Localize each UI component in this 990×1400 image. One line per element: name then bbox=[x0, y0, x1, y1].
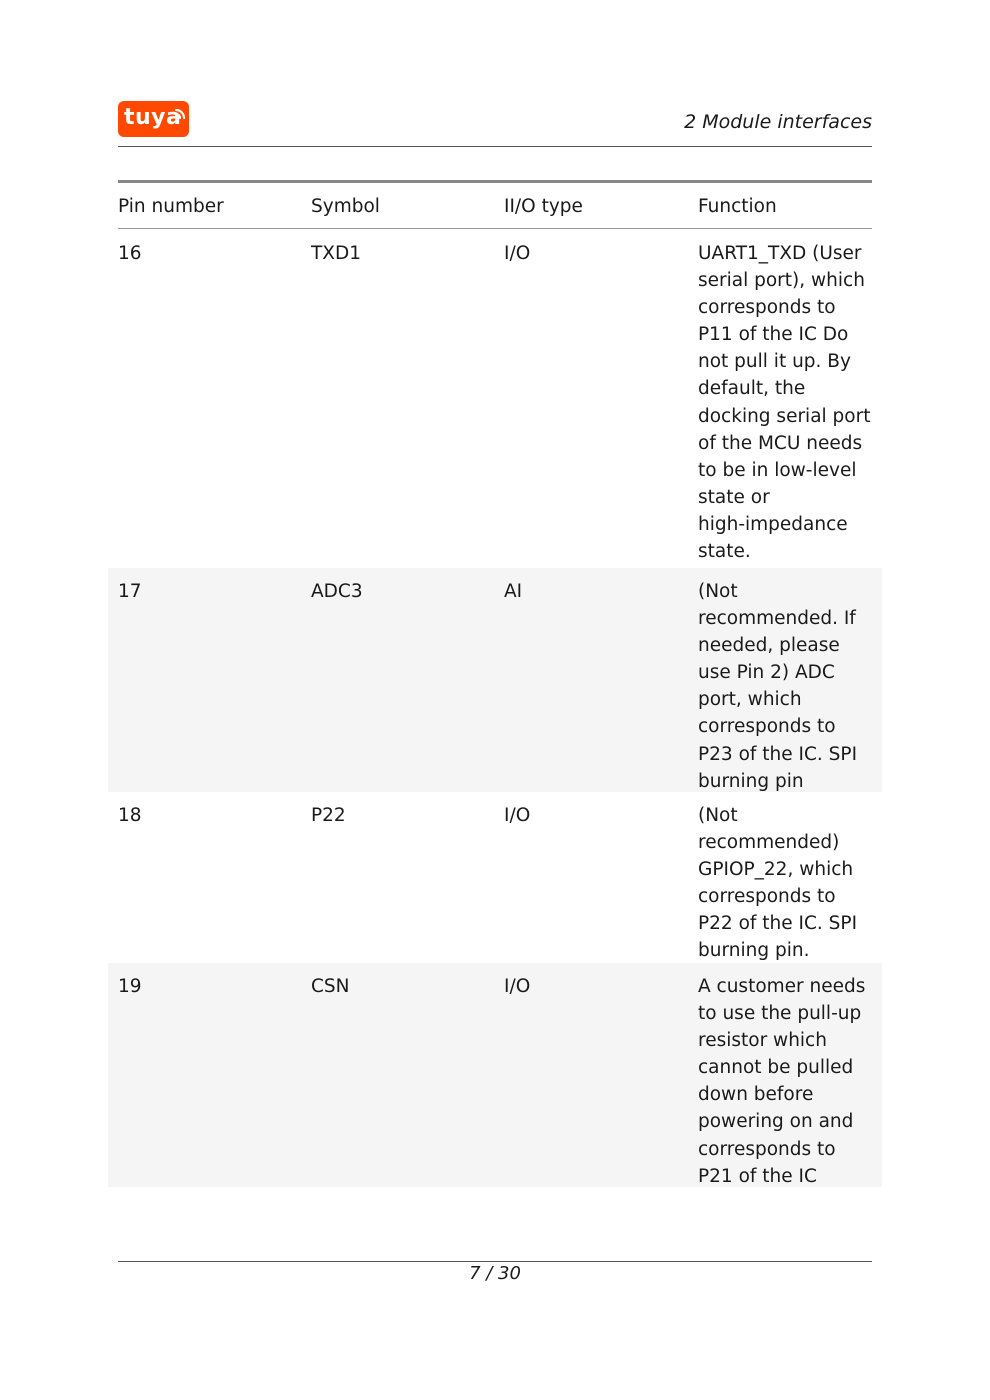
function-line: P23 of the IC. SPI bbox=[698, 743, 858, 765]
function-line: port, which bbox=[698, 689, 802, 711]
table-row bbox=[108, 792, 882, 963]
logo-text: tuya bbox=[124, 105, 182, 130]
pin-number: 17 bbox=[118, 581, 142, 602]
function-line: use Pin 2) ADC bbox=[698, 662, 835, 684]
function-line: UART1_TXD (User bbox=[698, 243, 862, 264]
function-line: not pull it up. By bbox=[698, 351, 851, 373]
function-line: of the MCU needs bbox=[698, 432, 863, 454]
io-type: AI bbox=[504, 581, 523, 602]
function-description bbox=[698, 973, 874, 1190]
function-line: P22 of the IC. SPI bbox=[698, 913, 858, 935]
function-line: cannot be pulled bbox=[698, 1057, 854, 1079]
pin-number: 18 bbox=[118, 805, 142, 826]
column-header-function: Function bbox=[698, 196, 777, 217]
header-divider bbox=[118, 146, 872, 147]
column-header-io-type: II/O type bbox=[504, 196, 583, 217]
tuya-logo bbox=[118, 101, 189, 137]
function-line: (Not bbox=[698, 581, 738, 602]
table-header-rule bbox=[118, 228, 872, 229]
function-line: default, the bbox=[698, 378, 806, 400]
function-line: corresponds to bbox=[698, 716, 836, 738]
function-line: corresponds to bbox=[698, 886, 836, 908]
function-description bbox=[698, 578, 874, 795]
function-line: resistor which bbox=[698, 1030, 827, 1052]
symbol: ADC3 bbox=[311, 581, 363, 602]
io-type: I/O bbox=[504, 243, 531, 264]
column-header-pin: Pin number bbox=[118, 196, 224, 217]
function-line: P11 of the IC Do bbox=[698, 324, 849, 346]
function-line: GPIOP_22, which bbox=[698, 859, 854, 881]
function-description bbox=[698, 240, 874, 565]
function-line: P21 of the IC bbox=[698, 1165, 817, 1187]
function-line: to be in low-level bbox=[698, 459, 857, 481]
symbol: TXD1 bbox=[311, 243, 361, 264]
function-line: powering on and bbox=[698, 1111, 854, 1133]
section-title: 2 Module interfaces bbox=[684, 111, 872, 133]
function-line: corresponds to bbox=[698, 297, 836, 319]
function-line: burning pin bbox=[698, 770, 804, 792]
function-line: recommended. If bbox=[698, 608, 856, 630]
pin-number: 19 bbox=[118, 976, 142, 997]
table-top-rule bbox=[118, 180, 872, 183]
function-line: (Not bbox=[698, 805, 738, 826]
wifi-icon bbox=[118, 101, 189, 137]
function-description bbox=[698, 802, 874, 965]
function-line: state or bbox=[698, 486, 770, 508]
function-line: needed, please bbox=[698, 635, 840, 657]
function-line: A customer needs bbox=[698, 976, 866, 997]
function-line: serial port), which bbox=[698, 270, 865, 292]
pin-number: 16 bbox=[118, 243, 142, 264]
table-row bbox=[108, 568, 882, 792]
io-type: I/O bbox=[504, 976, 531, 997]
function-line: to use the pull-up bbox=[698, 1003, 862, 1025]
function-line: corresponds to bbox=[698, 1138, 836, 1160]
function-line: docking serial port bbox=[698, 405, 871, 427]
table-header bbox=[118, 194, 872, 220]
table-row bbox=[108, 230, 882, 568]
symbol: CSN bbox=[311, 976, 350, 997]
io-type: I/O bbox=[504, 805, 531, 826]
page-number: 7 / 30 bbox=[469, 1263, 521, 1284]
function-line: state. bbox=[698, 541, 751, 563]
function-line: burning pin. bbox=[698, 940, 810, 962]
table-row bbox=[108, 963, 882, 1187]
column-header-symbol: Symbol bbox=[311, 196, 380, 217]
function-line: high-impedance bbox=[698, 513, 848, 535]
function-line: down before bbox=[698, 1084, 814, 1106]
function-line: recommended) bbox=[698, 832, 840, 854]
symbol: P22 bbox=[311, 805, 346, 826]
